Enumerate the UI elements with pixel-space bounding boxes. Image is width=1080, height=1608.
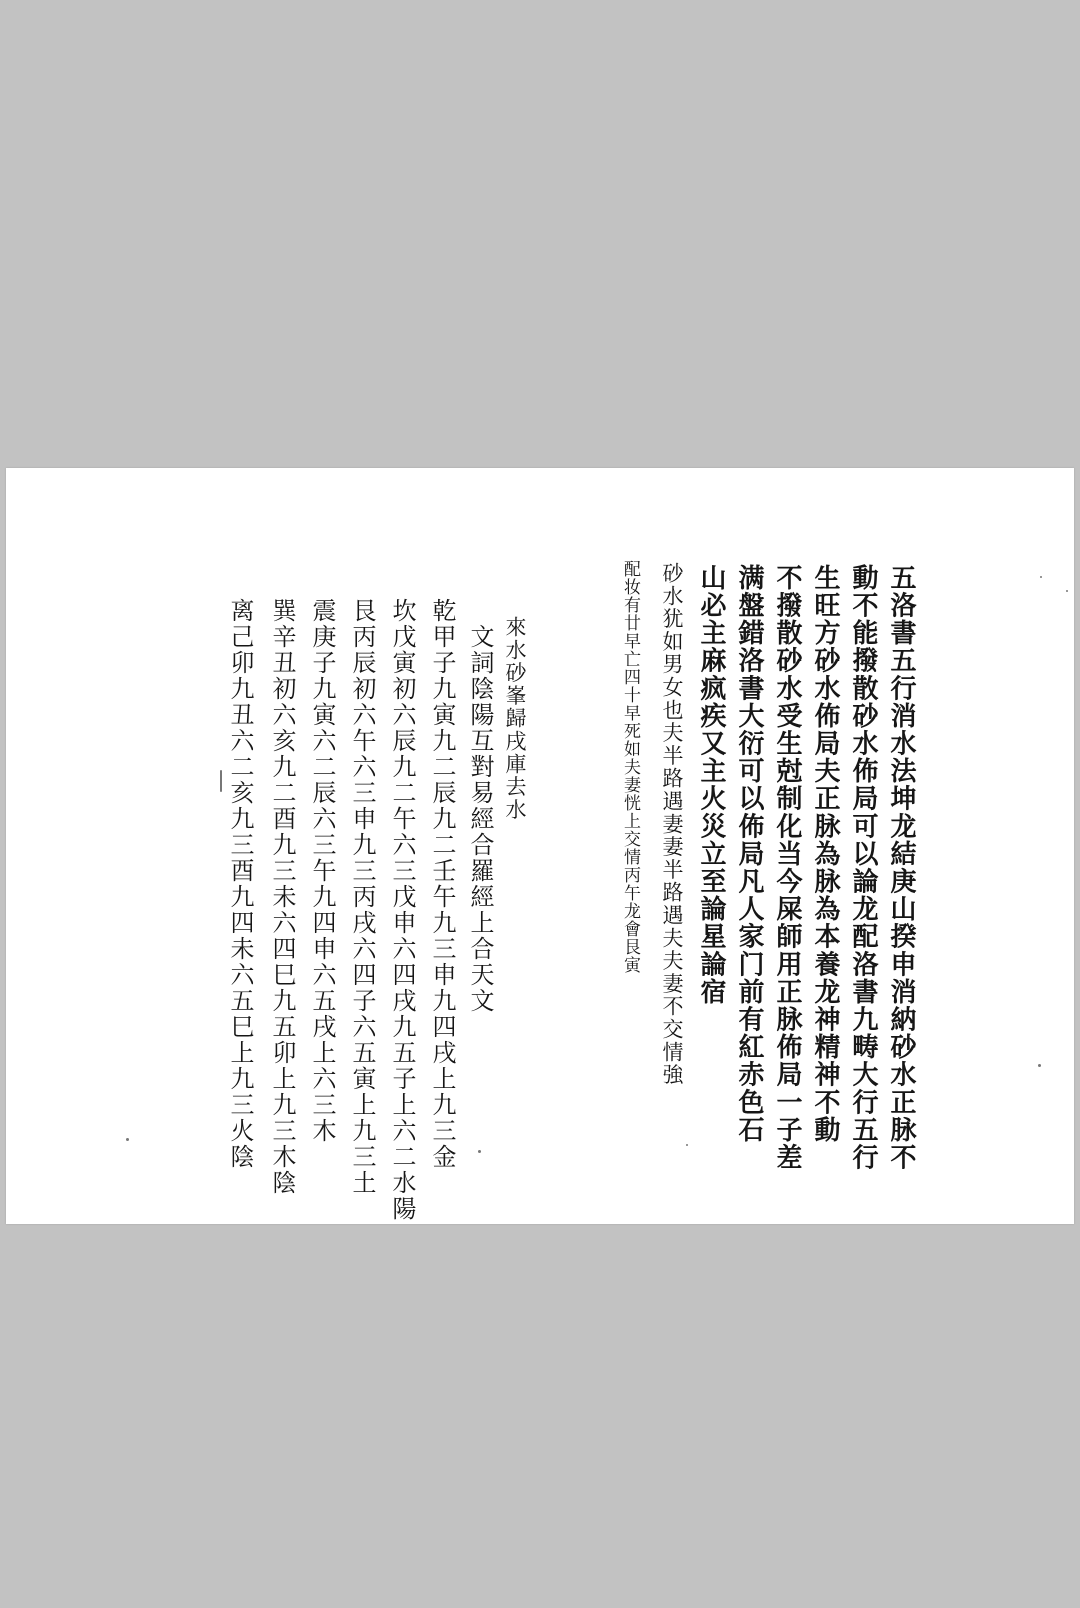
- right-line-5: 满盤錯洛書大衍可以佈局凡人家门前有紅赤色石: [734, 564, 764, 1144]
- scanned-spread: [6, 468, 1074, 1224]
- left-line-6: 巽辛丑初六亥九二酉九三未六四巳九五卯上九三木陰: [268, 598, 296, 1196]
- right-line-7: 砂水犹如男女也夫半路遇妻妻半路遇夫夫妻不交情強: [660, 562, 684, 1087]
- ink-mark: [220, 770, 222, 792]
- right-line-6: 山必主麻疯疾又主火災立至論星論宿: [696, 564, 726, 1006]
- left-heading: 來水砂峯歸戌庫去水: [503, 616, 527, 822]
- left-page: [6, 468, 540, 1224]
- right-line-8: 配妆有廿早亡四十早死如夫妻恍上交情丙午龙會艮寅: [620, 560, 640, 974]
- left-line-7: 离己卯九丑六二亥九三酉九四未六五巳上九三火陰: [226, 598, 254, 1170]
- left-line-1: 文詞陰陽互對易經合羅經上合天文: [466, 624, 494, 1014]
- left-line-5: 震庚子九寅六二辰六三午九四申六五戌上六三木: [308, 598, 336, 1144]
- left-line-2: 乾甲子九寅九二辰九二壬午九三申九四戌上九三金: [428, 598, 456, 1170]
- scan-speck: [126, 1138, 129, 1141]
- scan-speck: [1066, 590, 1068, 592]
- right-line-3: 生旺方砂水佈局夫正脉為脉為本養龙神精神不動: [810, 564, 840, 1144]
- scan-speck: [1038, 1064, 1041, 1067]
- right-line-1: 五洛書五行消水法坤龙結庚山揆申消納砂水正脉不: [886, 564, 916, 1172]
- scan-speck: [686, 1144, 688, 1146]
- right-page: [540, 468, 1074, 1224]
- scan-speck: [1040, 576, 1042, 578]
- right-line-2: 動不能撥散砂水佈局可以論龙配洛書九畴大行五行: [848, 564, 878, 1172]
- right-line-4: 不撥散砂水受生尅制化当今屎師用正脉佈局一子差: [772, 564, 802, 1172]
- left-line-3: 坎戊寅初六辰九二午六三戊申六四戌九五子上六二水陽: [388, 598, 416, 1222]
- scan-speck: [478, 1150, 481, 1153]
- left-line-4: 艮丙辰初六午六三申九三丙戌六四子六五寅上九三土: [348, 598, 376, 1196]
